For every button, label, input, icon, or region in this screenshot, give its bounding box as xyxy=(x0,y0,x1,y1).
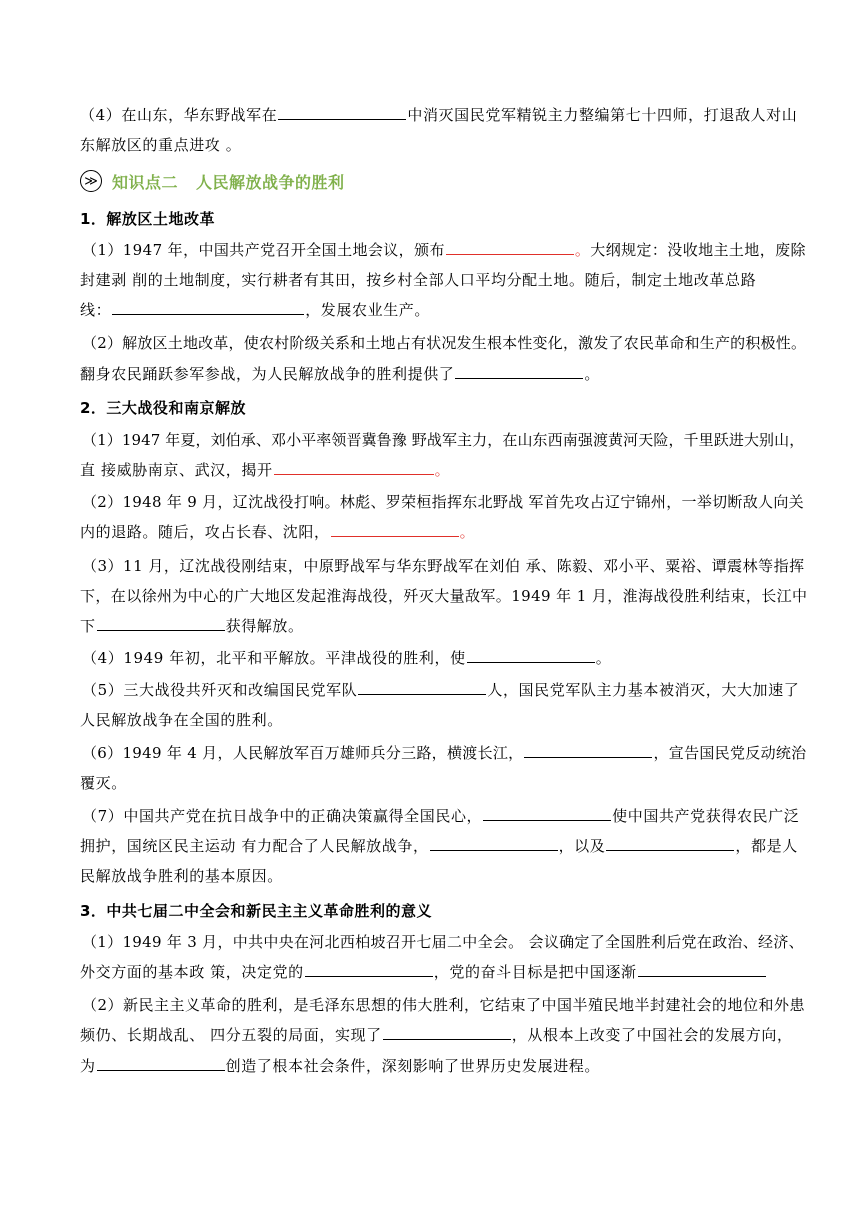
text: （4）1949 年初，北平和平解放。平津战役的胜利，使 xyxy=(82,649,466,667)
paragraph-line xyxy=(80,364,792,384)
fill-blank[interactable] xyxy=(638,962,766,977)
paragraph-line xyxy=(82,743,807,763)
fill-blank[interactable] xyxy=(274,460,434,475)
fill-blank[interactable] xyxy=(446,240,574,255)
text: ，都是人 xyxy=(735,837,798,855)
section-heading: 3．中共七届二中全会和新民主主义革命胜利的意义 xyxy=(80,902,432,920)
text: 人民解放战争在全国的胜利。 xyxy=(80,711,283,729)
fill-blank[interactable] xyxy=(606,836,734,851)
text: 。 xyxy=(574,241,591,259)
text: 创造了根本社会条件，深刻影响了世界历史发展进程。 xyxy=(225,1057,601,1075)
paragraph-line xyxy=(80,773,792,793)
text: （2）新民主主义革命的胜利，是毛泽东思想的伟大胜利，它结束了中国半殖民地半封建社会的地位和外患 xyxy=(82,996,806,1014)
fill-blank[interactable] xyxy=(112,300,304,315)
intro-text: 东解放区的重点进攻 。 xyxy=(80,136,242,154)
text: ，发展农业生产。 xyxy=(305,301,431,319)
text: （3）11 月，辽沈战役刚结束，中原野战军与华东野战军在刘伯 承、陈毅、邓小平、粟裕、谭震林等指挥 xyxy=(82,557,805,575)
knowledge-point-title xyxy=(112,170,345,193)
paragraph-line xyxy=(80,300,792,320)
knowledge-point-label: 知识点二 xyxy=(112,172,179,192)
fill-blank[interactable] xyxy=(97,1056,225,1071)
text: ，以及 xyxy=(558,837,606,855)
text: 。 xyxy=(595,649,612,667)
arrow-circle-icon: ≫ xyxy=(80,170,102,192)
text: 。 xyxy=(584,365,601,383)
paragraph-line xyxy=(80,836,798,856)
fill-blank[interactable] xyxy=(358,680,486,695)
paragraph-line xyxy=(82,240,806,260)
text: 翻身农民踊跃参军参战，为人民解放战争的胜利提供了 xyxy=(80,365,455,383)
fill-blank[interactable] xyxy=(97,616,225,631)
paragraph-line xyxy=(82,430,805,450)
fill-blank[interactable] xyxy=(455,364,583,379)
text: 人，国民党军队主力基本被消灭，大大加速了 xyxy=(487,681,800,699)
paragraph-line xyxy=(80,962,792,982)
text: 线： xyxy=(80,301,112,319)
intro-line-2 xyxy=(80,135,792,155)
text: 覆灭。 xyxy=(80,774,127,792)
text: 频仍、长期战乱、 四分五裂的局面，实现了 xyxy=(80,1026,382,1044)
paragraph-line xyxy=(80,710,792,730)
fill-blank[interactable] xyxy=(331,522,459,537)
paragraph-line xyxy=(80,1025,792,1045)
paragraph-line xyxy=(80,270,792,290)
paragraph-line xyxy=(82,995,806,1015)
paragraph-line xyxy=(80,1056,792,1076)
paragraph-line xyxy=(82,806,800,826)
knowledge-point-topic: 人民解放战争的胜利 xyxy=(196,172,345,192)
intro-text: 中消灭国民党军精锐主力整编第七十四师，打退敌人对山 xyxy=(407,106,798,124)
text: 封建剥 削的土地制度，实行耕者有其田，按乡村全部人口平均分配土地。随后，制定土地改革总路 xyxy=(80,271,757,289)
paragraph-line xyxy=(80,616,792,636)
section-heading: 2．三大战役和南京解放 xyxy=(80,399,246,417)
intro-line-1 xyxy=(80,105,798,125)
paragraph-line xyxy=(80,866,792,886)
intro-text: （4）在山东，华东野战军在 xyxy=(80,106,278,124)
paragraph-line xyxy=(82,492,804,512)
text: 大纲规定：没收地主土地，废除 xyxy=(590,241,806,259)
text: 为 xyxy=(80,1057,96,1075)
text: 获得解放。 xyxy=(225,617,304,635)
knowledge-point-header xyxy=(80,168,345,194)
section-heading: 1．解放区土地改革 xyxy=(80,210,215,228)
paragraph-line xyxy=(82,648,794,668)
paragraph-line xyxy=(80,460,792,480)
text: 内的退路。随后，攻占长春、沈阳， xyxy=(80,523,330,541)
text: （2）1948 年 9 月，辽沈战役打响。林彪、罗荣桓指挥东北野战 军首先攻占辽宁锦州，一举切断敌人向关 xyxy=(82,493,804,511)
paragraph-line xyxy=(82,932,804,952)
text: ，党的奋斗目标是把中国逐渐 xyxy=(433,963,637,981)
text: （5）三大战役共歼灭和改编国民党军队 xyxy=(82,681,358,699)
text: 下，在以徐州为中心的广大地区发起淮海战役，歼灭大量敌军。1949 年 1 月，淮海战役胜利结束，长江中 xyxy=(80,587,808,605)
text: （6）1949 年 4 月，人民解放军百万雄师兵分三路，横渡长江， xyxy=(82,744,524,762)
fill-blank[interactable] xyxy=(483,806,611,821)
text: （1）1947 年，中国共产党召开全国土地会议，颁布 xyxy=(82,241,445,259)
paragraph-line xyxy=(82,556,805,576)
text: 。 xyxy=(434,461,451,479)
fill-blank[interactable] xyxy=(383,1025,511,1040)
fill-blank[interactable] xyxy=(467,648,595,663)
fill-blank[interactable] xyxy=(524,743,652,758)
text: 下 xyxy=(80,617,96,635)
fill-blank[interactable] xyxy=(430,836,558,851)
text: （7）中国共产党在抗日战争中的正确决策赢得全国民心， xyxy=(82,807,483,825)
text: 直 接威胁南京、武汉，揭开 xyxy=(80,461,273,479)
fill-blank[interactable] xyxy=(305,962,433,977)
text: （1）1947 年夏，刘伯承、邓小平率领晋冀鲁豫 野战军主力，在山东西南强渡黄河天险，千里跃进大别山， xyxy=(82,431,805,449)
text: 。 xyxy=(459,523,476,541)
text: 拥护，国统区民主运动 有力配合了人民解放战争， xyxy=(80,837,429,855)
text: （2）解放区土地改革，使农村阶级关系和土地占有状况发生根本性变化，激发了农民革命和生产的积极性。 xyxy=(82,334,807,352)
text: （1）1949 年 3 月，中共中央在河北西柏坡召开七届二中全会。 会议确定了全国胜利后党在政治、经济、 xyxy=(82,933,804,951)
text: 使中国共产党获得农民广泛 xyxy=(612,807,800,825)
paragraph-line xyxy=(80,522,792,542)
fill-blank[interactable] xyxy=(278,105,406,120)
text: ，从根本上改变了中国社会的发展方向， xyxy=(511,1026,793,1044)
text: ，宣告国民党反动统治 xyxy=(653,744,807,762)
paragraph-line xyxy=(82,680,800,700)
paragraph-line xyxy=(80,586,808,606)
paragraph-line xyxy=(82,333,807,353)
text: 民解放战争胜利的基本原因。 xyxy=(80,867,283,885)
text: 外交方面的基本政 策，决定党的 xyxy=(80,963,304,981)
